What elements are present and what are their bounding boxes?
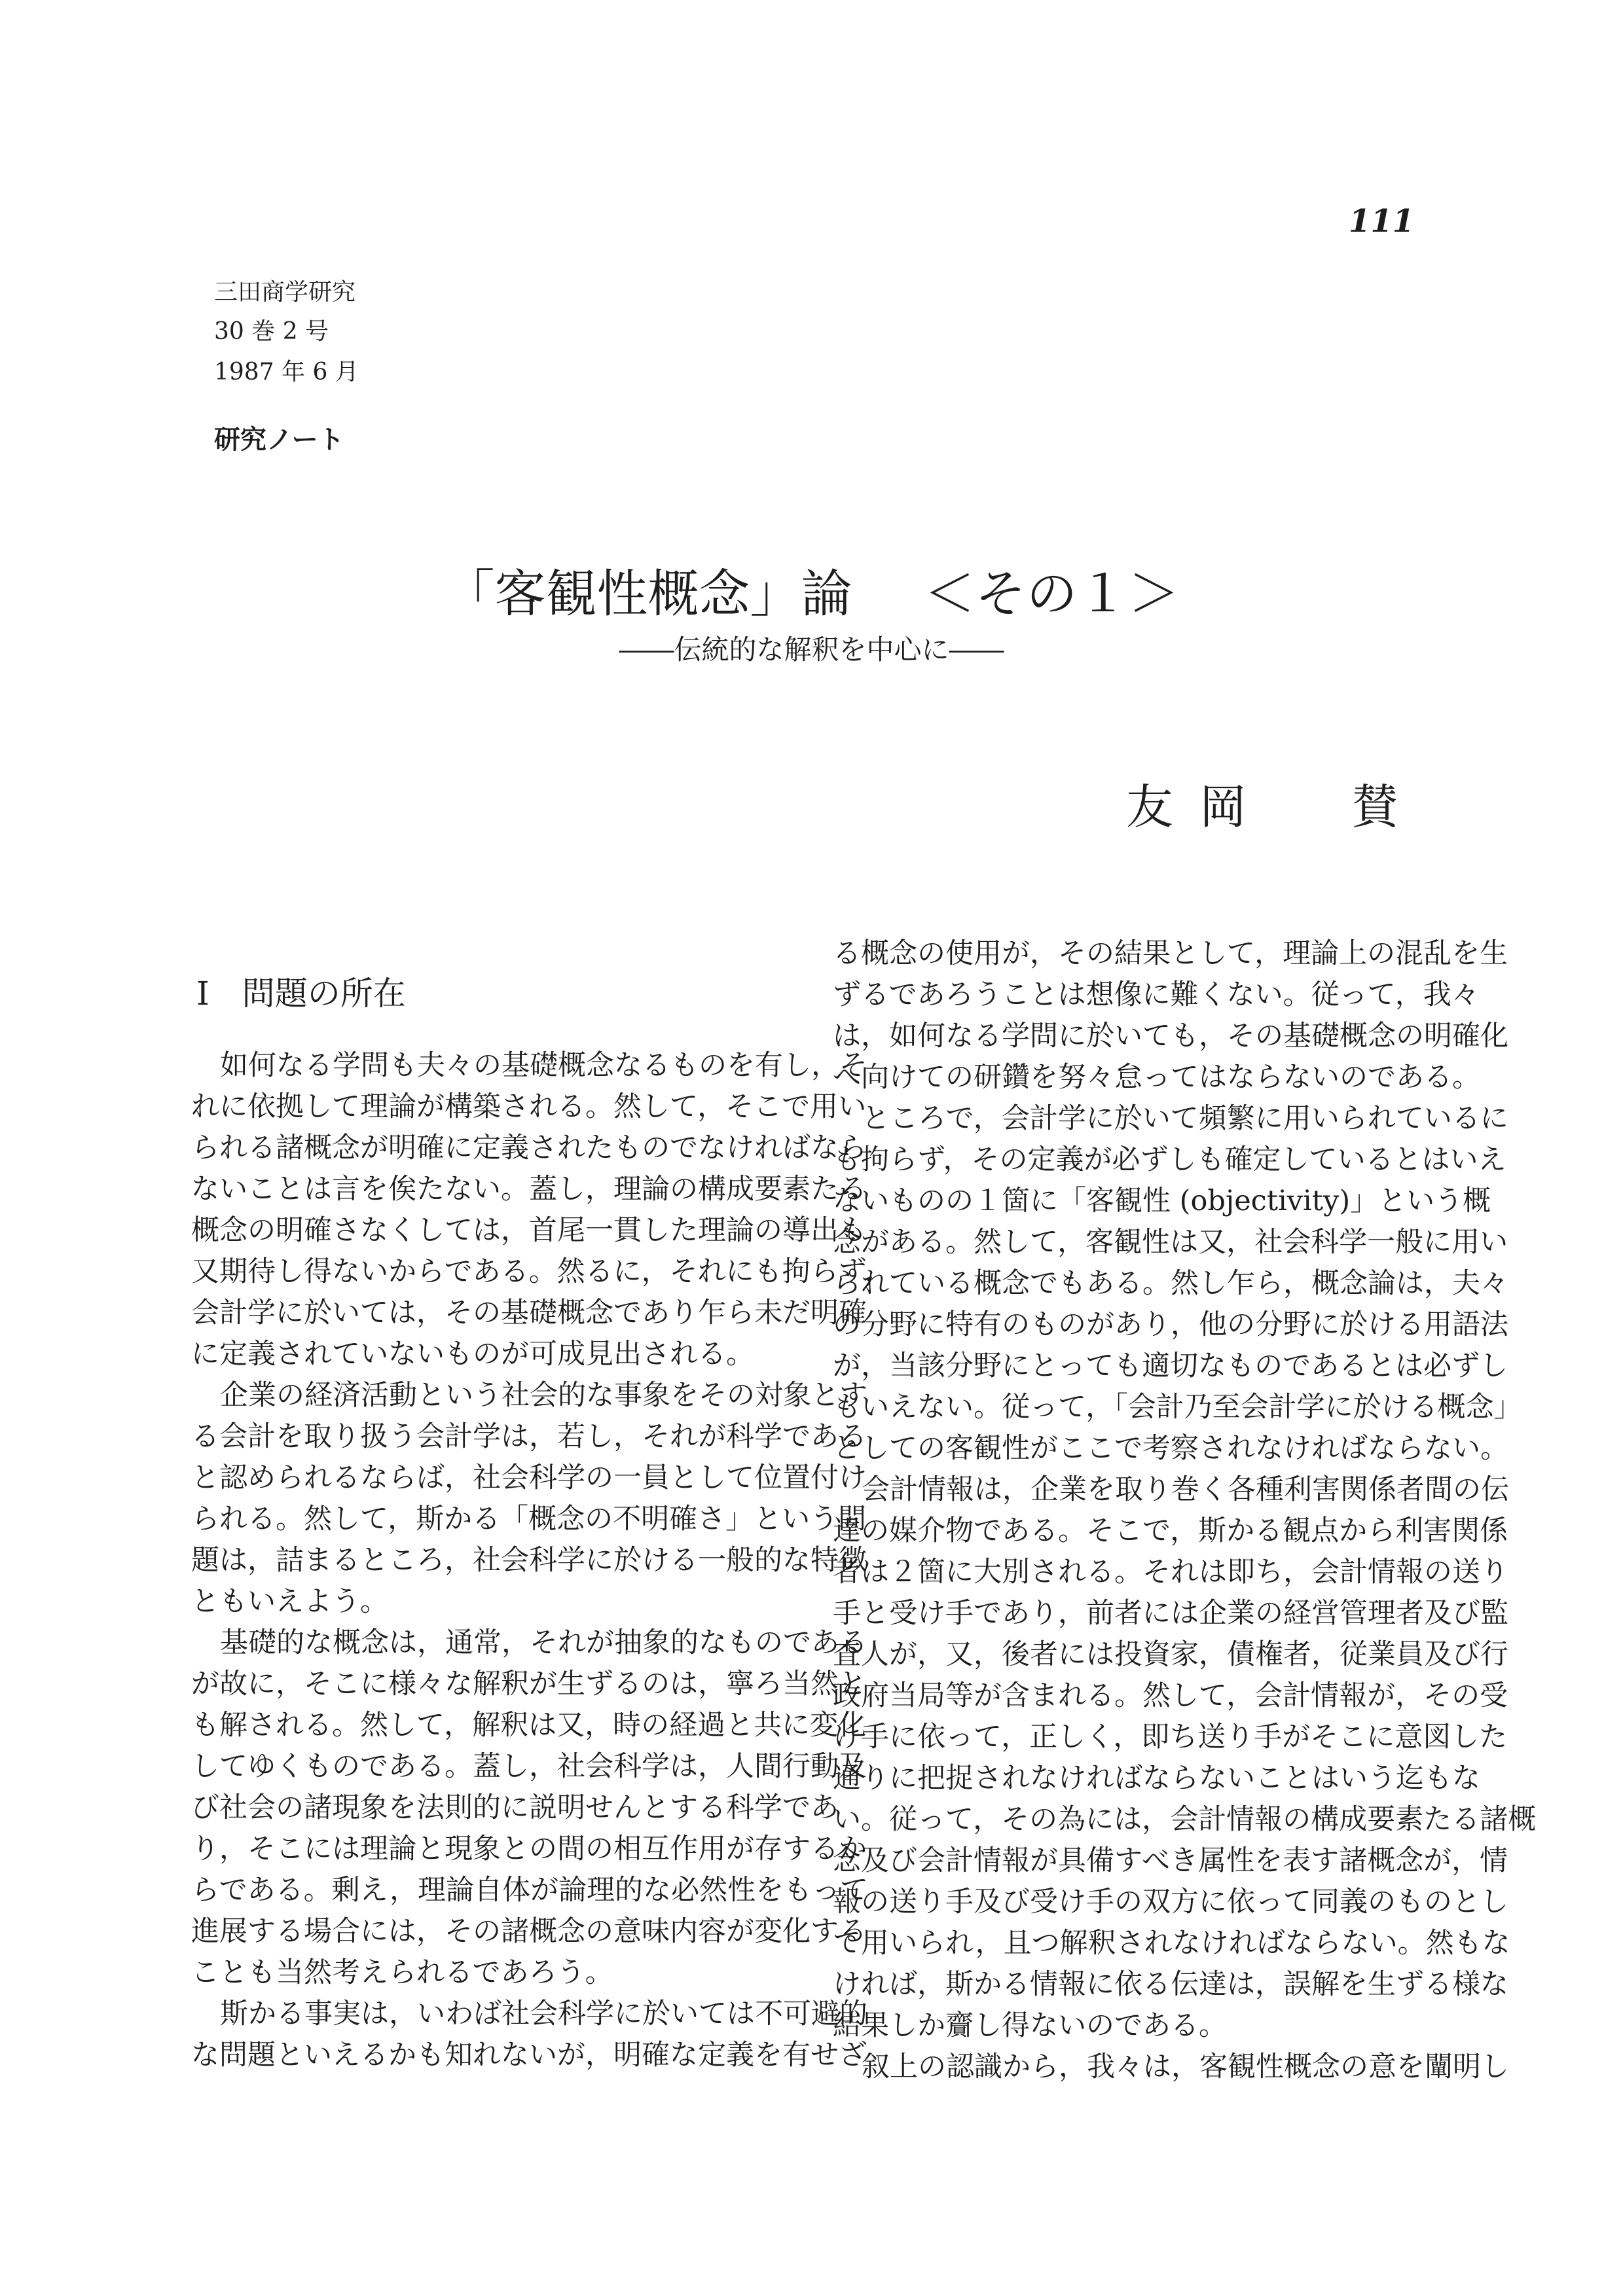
text-line: が，当該分野にとっても適切なものであるとは必ずし xyxy=(833,1350,1508,1382)
text-line: ずるであろうことは想像に難くない。従って，我々 xyxy=(833,978,1480,1011)
text-line: 題は，詰まるところ，社会科学に於ける一般的な特徴 xyxy=(191,1544,867,1577)
text-line: な問題といえるかも知れないが，明確な定義を有せざ xyxy=(191,2039,867,2072)
text-line: い。従って，その為には，会計情報の構成要素たる諸概 xyxy=(833,1803,1537,1836)
text-line: は，如何なる学問に於いても，その基礎概念の明確化 xyxy=(833,1020,1508,1052)
text-line: 斯かる事実は，いわば社会科学に於いては不可避的 xyxy=(220,1998,867,2030)
text-line: 達の媒介物である。そこで，斯かる観点から利害関係 xyxy=(833,1515,1508,1547)
author-family-name: 友岡 xyxy=(1126,780,1273,834)
text-line: 査人が，又，後者には投資家，債権者，従業員及び行 xyxy=(833,1638,1508,1671)
text-line: も拘らず，その定義が必ずしも確定しているとはいえ xyxy=(833,1143,1506,1176)
text-line: 又期待し得ないからである。然るに，それにも拘らず， xyxy=(191,1255,893,1288)
text-line: 概念の明確さなくしては，首尾一貫した理論の導出も xyxy=(191,1214,867,1247)
paragraph xyxy=(191,1375,867,1623)
text-line: 通りに把捉されなければならないことはいう迄もな xyxy=(833,1762,1480,1795)
text-line: も解される。然して，解釈は又，時の経過と共に変化 xyxy=(191,1709,867,1742)
text-line: られる諸概念が明確に定義されたものでなければなら xyxy=(191,1132,867,1164)
text-line: び社会の諸現象を法則的に説明せんとする科学であ xyxy=(191,1791,839,1824)
title-part: ＜その１＞ xyxy=(924,565,1180,624)
text-line: に定義されていないものが可成見出される。 xyxy=(191,1338,754,1371)
article-title xyxy=(0,553,1623,626)
text-line: け手に依って，正しく，即ち送り手がそこに意図した xyxy=(833,1721,1508,1753)
text-line: してゆくものである。蓋し，社会科学は，人間行動及 xyxy=(191,1750,867,1783)
text-line: ければ，斯かる情報に依る伝達は，誤解を生ずる様な xyxy=(833,1968,1508,2001)
journal-volume: 30 巻 2 号 xyxy=(214,318,329,345)
text-line: ところで，会計学に於いて頻繁に用いられているに xyxy=(862,1102,1508,1135)
text-line: る会計を取り扱う会計学は，若し，それが科学である xyxy=(191,1420,867,1453)
text-line: 進展する場合には，その諸概念の意味内容が変化する xyxy=(191,1915,867,1948)
text-line: ないことは言を俟たない。蓋し，理論の構成要素たる xyxy=(191,1173,867,1206)
text-line: もいえない。従って，「会計乃至会計学に於ける概念」 xyxy=(833,1391,1522,1424)
text-line: 報の送り手及び受け手の双方に依って同義のものとし xyxy=(833,1886,1508,1918)
paragraph xyxy=(833,1469,1537,2047)
text-line: 基礎的な概念は，通常，それが抽象的なものである xyxy=(220,1626,867,1659)
paragraph xyxy=(833,2047,1509,2088)
text-line: れに依拠して理論が構築される。然して，そこで用い xyxy=(191,1090,867,1123)
text-line: 念及び会計情報が具備すべき属性を表す諸概念が，情 xyxy=(833,1844,1508,1877)
author-given-name: 賛 xyxy=(1351,780,1425,834)
text-line: る概念の使用が，その結果として，理論上の混乱を生 xyxy=(833,937,1508,970)
text-line: られている概念でもある。然し乍ら，概念論は，夫々 xyxy=(833,1267,1508,1300)
text-line: としての客観性がここで考察されなければならない。 xyxy=(833,1432,1508,1465)
left-column xyxy=(191,1045,893,2076)
text-line: 会計学に於いては，その基礎概念であり乍ら未だ明確 xyxy=(191,1297,867,1329)
text-line: ことも当然考えられるであろう。 xyxy=(191,1956,613,1989)
journal-date: 1987 年 6 月 xyxy=(214,359,359,386)
article-subtitle: ――伝統的な解釈を中心に―― xyxy=(619,634,1004,666)
section-number: I xyxy=(196,975,210,1013)
section-heading xyxy=(196,967,406,1014)
text-line: 如何なる学問も夫々の基礎概念なるものを有し，そ xyxy=(220,1049,867,1082)
text-line: 手と受け手であり，前者には企業の経営管理者及び監 xyxy=(833,1597,1508,1630)
text-line: り，そこには理論と現象との間の相互作用が存するか xyxy=(191,1833,867,1865)
text-line: ともいえよう。 xyxy=(191,1585,388,1618)
text-line: 政府当局等が含まれる。然して，会計情報が，その受 xyxy=(833,1679,1508,1712)
text-line: 企業の経済活動という社会的な事象をその対象とす xyxy=(220,1379,867,1412)
text-line: 会計情報は，企業を取り巻く各種利害関係者間の伝 xyxy=(862,1473,1509,1506)
section-title: 問題の所在 xyxy=(242,975,406,1013)
article-type: 研究ノート xyxy=(214,424,344,455)
text-line: て用いられ，且つ解釈されなければならない。然もな xyxy=(833,1927,1510,1960)
text-line: 叙上の認識から，我々は，客観性概念の意を闡明し xyxy=(862,2051,1509,2083)
text-line: が故に，そこに様々な解釈が生ずるのは，寧ろ当然と xyxy=(191,1668,867,1700)
text-line: られる。然して，斯かる「概念の不明確さ」という問 xyxy=(191,1503,867,1535)
text-line: 結果しか齎し得ないのである。 xyxy=(833,2009,1227,2042)
paragraph xyxy=(191,1623,869,1994)
text-line: へ向けての研鑽を努々怠ってはならないのである。 xyxy=(833,1061,1480,1094)
right-column xyxy=(833,933,1537,2088)
title-main: 「客観性概念」論 xyxy=(443,565,852,624)
paragraph xyxy=(833,933,1508,1098)
paragraph xyxy=(191,1994,867,2076)
text-line: と認められるならば，社会科学の一員として位置付け xyxy=(191,1462,867,1494)
paragraph xyxy=(833,1098,1522,1469)
text-line: ないものの１箇に「客観性 (objectivity)」という概 xyxy=(833,1185,1491,1217)
text-line: 念がある。然して，客観性は又，社会科学一般に用い xyxy=(833,1226,1508,1259)
journal-name: 三田商学研究 xyxy=(214,279,356,306)
text-line: の分野に特有のものがあり，他の分野に於ける用語法 xyxy=(833,1308,1508,1341)
page-number: 111 xyxy=(1349,203,1415,240)
text-line: らである。剰え，理論自体が論理的な必然性をもって xyxy=(191,1874,869,1907)
author xyxy=(1126,769,1425,837)
text-line: 者は２箇に大別される。それは即ち，会計情報の送り xyxy=(833,1556,1508,1588)
paragraph xyxy=(191,1045,893,1375)
